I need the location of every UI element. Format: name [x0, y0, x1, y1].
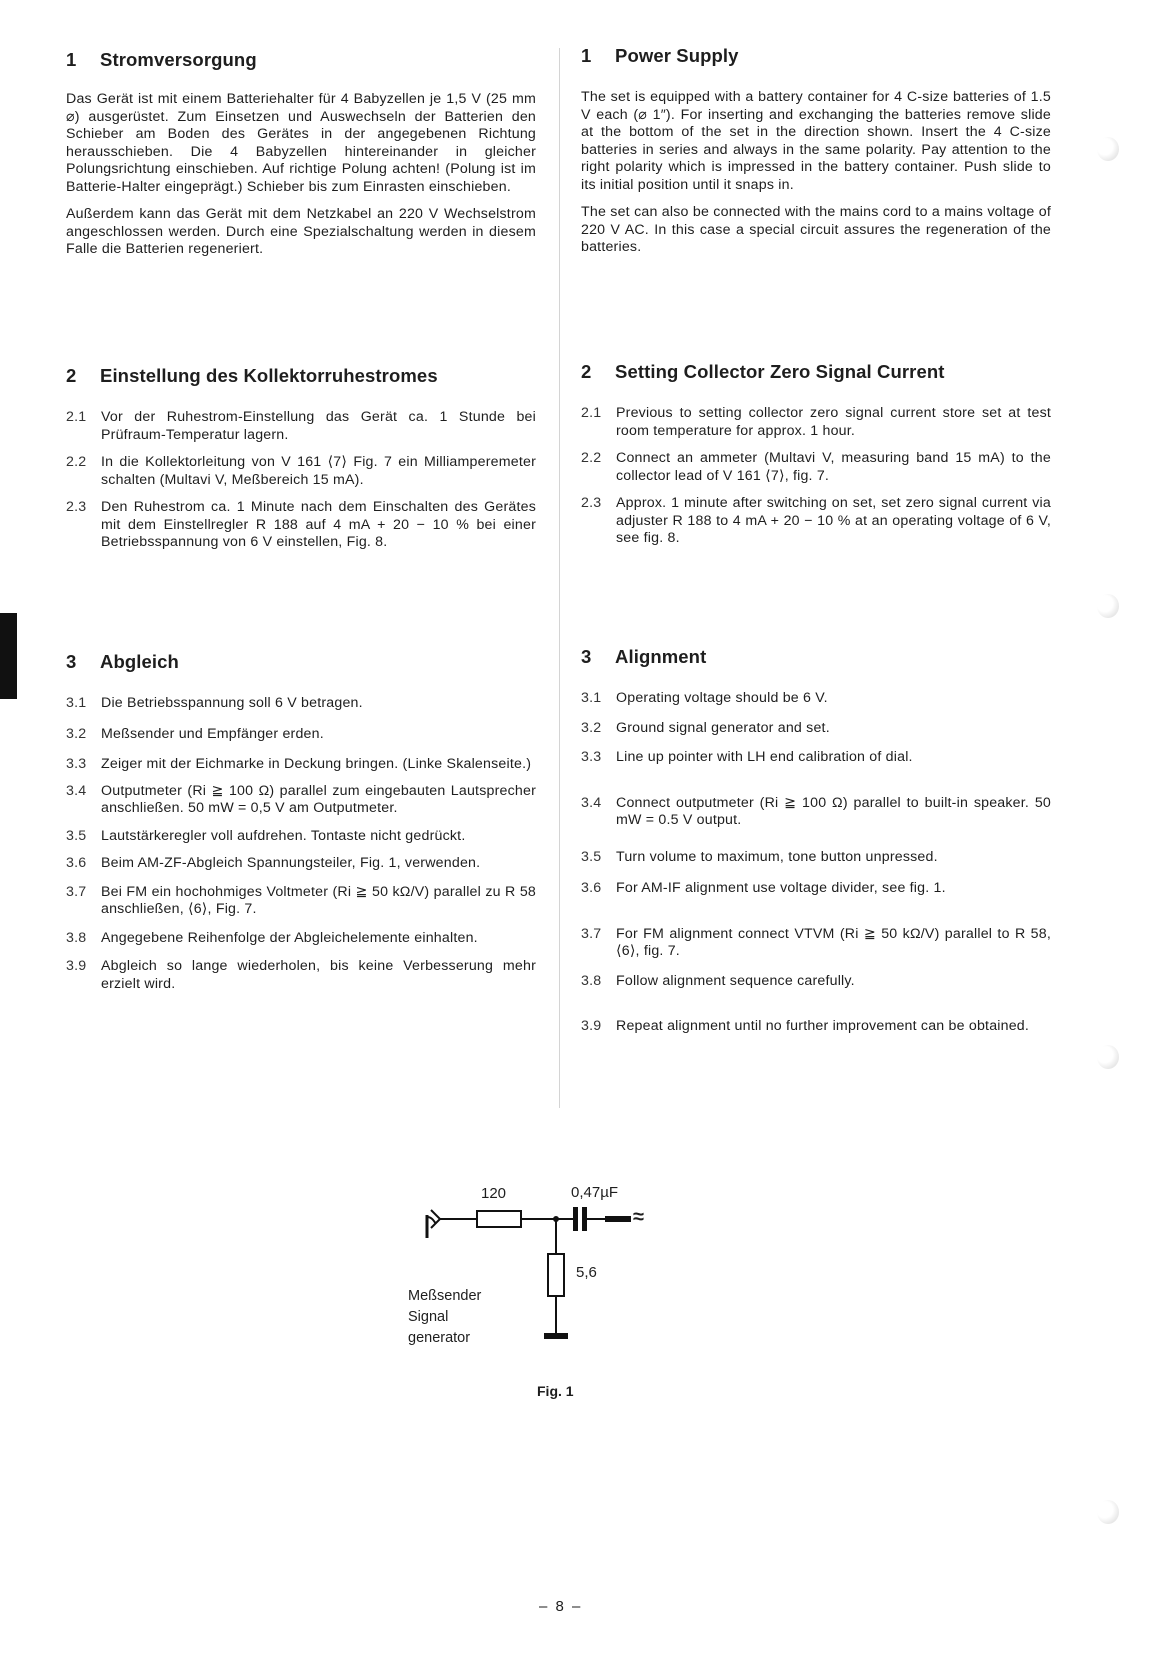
section-heading: 3 Abgleich	[66, 651, 179, 672]
punch-hole	[1097, 137, 1119, 161]
list-item: 3.5 Turn volume to maximum, tone button unpressed.	[581, 848, 938, 865]
list-item: 3.4 Connect outputmeter (Ri ≧ 100 Ω) parallel to built-in speaker. 50 mW = 0.5 V output.	[581, 794, 1051, 828]
list-item: 2.2 In die Kollektorleitung von V 161 ⟨7⟩ Fig. 7 ein Milliamperemeter schalten (Multavi V, Meßbereich 15 mA).	[66, 454, 536, 488]
list-item: 3.3 Zeiger mit der Eichmarke in Deckung bringen. (Linke Skalenseite.)	[66, 756, 532, 772]
section-heading: 1 Stromversorgung	[66, 49, 257, 70]
list-item: 3.2 Meßsender und Empfänger erden.	[66, 725, 324, 742]
list-item: 2.3 Approx. 1 minute after switching on set, set zero signal current via adjuster R 188 to 4 mA + 20 − 10 % at an operating voltage of 6 V, see fig. 8.	[581, 495, 1051, 546]
voltage-divider-diagram	[400, 1170, 720, 1410]
list-item: 3.1 Operating voltage should be 6 V.	[581, 690, 828, 706]
section-heading: 2 Einstellung des Kollektorruhestromes	[66, 365, 438, 386]
section-heading: 2 Setting Collector Zero Signal Current	[581, 361, 945, 382]
margin-index-mark	[0, 613, 17, 699]
list-item: 3.2 Ground signal generator and set.	[581, 719, 830, 736]
list-item: 3.4 Outputmeter (Ri ≧ 100 Ω) parallel zum eingebauten Lautsprecher anschließen. 50 mW = 0,5 V am Outputmeter.	[66, 782, 536, 816]
section-power-supply-en	[581, 45, 1051, 267]
generator-label: Meßsender Signal generator	[408, 1288, 482, 1346]
resistor-5-6-label: 5,6	[576, 1264, 597, 1281]
list-item: 3.9 Abgleich so lange wiederholen, bis keine Verbesserung mehr erzielt wird.	[66, 958, 536, 992]
list-item: 3.1 Die Betriebsspannung soll 6 V betragen.	[66, 695, 363, 711]
resistor-120-label: 120	[481, 1185, 507, 1202]
list-item: 3.7 For FM alignment connect VTVM (Ri ≧ 50 kΩ/V) parallel to R 58, ⟨6⟩, fig. 7.	[581, 925, 1051, 959]
list-item: 3.7 Bei FM ein hochohmiges Voltmeter (Ri ≧ 50 kΩ/V) parallel zu R 58 anschließen, ⟨6⟩, Fig. 7.	[66, 883, 536, 917]
paragraph: The set is equipped with a battery container for 4 C-size batteries of 1.5 V each (⌀ 1″). For inserting and exchanging the batteries remove slide at the bottom of the set in the direction shown. Insert the 4 C-size batteries in series and always in the same polarity. Pay attention to the right polarity which is impressed in the battery container. Push slide to its initial position until it snaps in.	[581, 89, 1051, 193]
list-item: 2.2 Connect an ammeter (Multavi V, measuring band 15 mA) to the collector lead of V 161 ⟨7⟩, fig. 7.	[581, 450, 1051, 484]
list-item: 3.6 For AM-IF alignment use voltage divider, see fig. 1.	[581, 880, 946, 896]
section-collector-current-de	[66, 365, 536, 552]
ac-output-icon: ≈	[633, 1206, 644, 1228]
capacitor-plate	[573, 1207, 578, 1231]
section-collector-current-en	[581, 361, 1051, 548]
list-item: 3.8 Angegebene Reihenfolge der Abgleichelemente einhalten.	[66, 929, 478, 946]
section-heading: 3 Alignment	[581, 646, 707, 667]
list-item: 2.3 Den Ruhestrom ca. 1 Minute nach dem Einschalten des Gerätes mit dem Einstellregler R 188 auf 4 mA + 20 − 10 % bei einer Betriebsspannung von 6 V einstellen, Fig. 8.	[66, 499, 536, 550]
punch-hole	[1097, 1045, 1119, 1069]
list-item: 3.9 Repeat alignment until no further improvement can be obtained.	[581, 1018, 1030, 1034]
resistor-5-6	[548, 1254, 564, 1296]
punch-hole	[1097, 594, 1119, 618]
list-item: 2.1 Previous to setting collector zero signal current store set at test room temperature for approx. 1 hour.	[581, 405, 1051, 439]
paragraph: Außerdem kann das Gerät mit dem Netzkabel an 220 V Wechselstrom angeschlossen werden. Durch eine Spezialschaltung werden in diesem Falle die Batterien regeneriert.	[66, 206, 536, 257]
section-heading: 1 Power Supply	[581, 45, 739, 66]
list-item: 2.1 Vor der Ruhestrom-Einstellung das Gerät ca. 1 Stunde bei Prüfraum-Temperatur lagern.	[66, 409, 536, 443]
column-divider	[559, 48, 560, 1108]
paragraph: The set can also be connected with the mains cord to a mains voltage of 220 V AC. In this case a special circuit assures the regeneration of the batteries.	[581, 204, 1051, 255]
output-terminal	[605, 1216, 631, 1222]
list-item: 3.3 Line up pointer with LH end calibration of dial.	[581, 749, 913, 765]
capacitor-label: 0,47µF	[571, 1184, 618, 1201]
section-alignment-de	[66, 651, 536, 993]
list-item: 3.6 Beim AM-ZF-Abgleich Spannungsteiler, Fig. 1, verwenden.	[66, 855, 481, 871]
section-alignment-en	[581, 646, 1051, 1036]
list-item: 3.5 Lautstärkeregler voll aufdrehen. Tontaste nicht gedrückt.	[66, 827, 466, 844]
page-number: – 8 –	[539, 1598, 583, 1615]
capacitor-plate	[582, 1207, 587, 1231]
ground-icon	[544, 1333, 568, 1339]
section-power-supply-de	[66, 49, 536, 269]
list-item: 3.8 Follow alignment sequence carefully.	[581, 972, 855, 989]
punch-hole	[1097, 1500, 1119, 1524]
resistor-120	[477, 1211, 521, 1227]
paragraph: Das Gerät ist mit einem Batteriehalter für 4 Babyzellen je 1,5 V (25 mm ⌀) ausgerüstet. Zum Einsetzen und Auswechseln der Batterien den Schieber am Boden des Gerätes in der angegebenen Richtung herausschieben. Die 4 Babyzellen hintereinander in gleicher Polungsrichtung einschieben. Auf richtige Polung achten! (Polung ist im Batterie-Halter eingeprägt.) Schieber bis zum Einrasten einschieben.	[66, 91, 536, 195]
figure-caption: Fig. 1	[537, 1383, 574, 1399]
